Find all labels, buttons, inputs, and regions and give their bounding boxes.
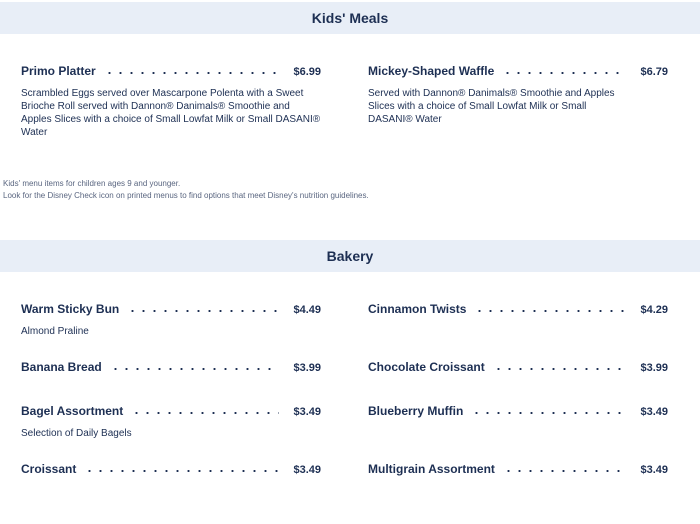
menu-item-chocolate-croissant <box>368 360 668 376</box>
item-description: Almond Praline <box>21 326 89 337</box>
item-name: Chocolate Croissant <box>368 360 485 374</box>
menu-item-mickey-shaped-waffle <box>368 64 668 126</box>
item-name: Warm Sticky Bun <box>21 302 120 316</box>
leader-dots <box>104 72 280 74</box>
menu-item-cinnamon-twists <box>368 302 668 318</box>
menu-item-primo-platter <box>21 64 321 139</box>
item-price: $3.49 <box>293 464 321 476</box>
section-header-kids-meals <box>0 2 700 34</box>
leader-dots <box>503 470 627 472</box>
item-price: $3.49 <box>640 464 668 476</box>
item-price: $6.99 <box>293 66 321 78</box>
leader-dots <box>127 310 279 312</box>
item-price: $3.49 <box>640 406 668 418</box>
menu-item-blueberry-muffin <box>368 404 668 420</box>
item-price: $4.29 <box>640 304 668 316</box>
leader-dots <box>502 72 626 74</box>
leader-dots <box>474 310 626 312</box>
item-description: Scrambled Eggs served over Mascarpone Polenta with a Sweet Brioche Roll served with Dannon® Danimals® Smoothie and Apples Slices with a choice of Small Lowfat Milk or Small DASANI® Water <box>21 88 321 138</box>
disney-check-note: Look for the Disney Check icon on printed menus to find options that meet Disney's nutrition guidelines. <box>3 191 369 200</box>
menu-item-multigrain-assortment <box>368 462 668 478</box>
leader-dots <box>493 368 627 370</box>
item-name: Primo Platter <box>21 64 96 78</box>
leader-dots <box>110 368 280 370</box>
item-name: Croissant <box>21 462 77 476</box>
section-title: Bakery <box>326 248 374 264</box>
section-title: Kids' Meals <box>311 10 389 26</box>
leader-dots <box>471 412 626 414</box>
item-name: Mickey-Shaped Waffle <box>368 64 495 78</box>
item-price: $3.99 <box>293 362 321 374</box>
item-name: Banana Bread <box>21 360 102 374</box>
section-header-bakery <box>0 240 700 272</box>
leader-dots <box>84 470 279 472</box>
item-name: Cinnamon Twists <box>368 302 467 316</box>
item-price: $4.49 <box>293 304 321 316</box>
menu-item-croissant <box>21 462 321 478</box>
item-name: Blueberry Muffin <box>368 404 464 418</box>
leader-dots <box>131 412 279 414</box>
menu-item-bagel-assortment <box>21 404 321 440</box>
item-name: Multigrain Assortment <box>368 462 495 476</box>
item-description: Served with Dannon® Danimals® Smoothie and Apples Slices with a choice of Small Lowfat Milk or Small DASANI® Water <box>368 88 615 125</box>
item-name: Bagel Assortment <box>21 404 124 418</box>
menu-item-banana-bread <box>21 360 321 376</box>
item-description: Selection of Daily Bagels <box>21 428 132 439</box>
kids-age-note: Kids' menu items for children ages 9 and younger. <box>3 179 181 188</box>
menu-item-warm-sticky-bun <box>21 302 321 338</box>
item-price: $6.79 <box>640 66 668 78</box>
item-price: $3.99 <box>640 362 668 374</box>
item-price: $3.49 <box>293 406 321 418</box>
